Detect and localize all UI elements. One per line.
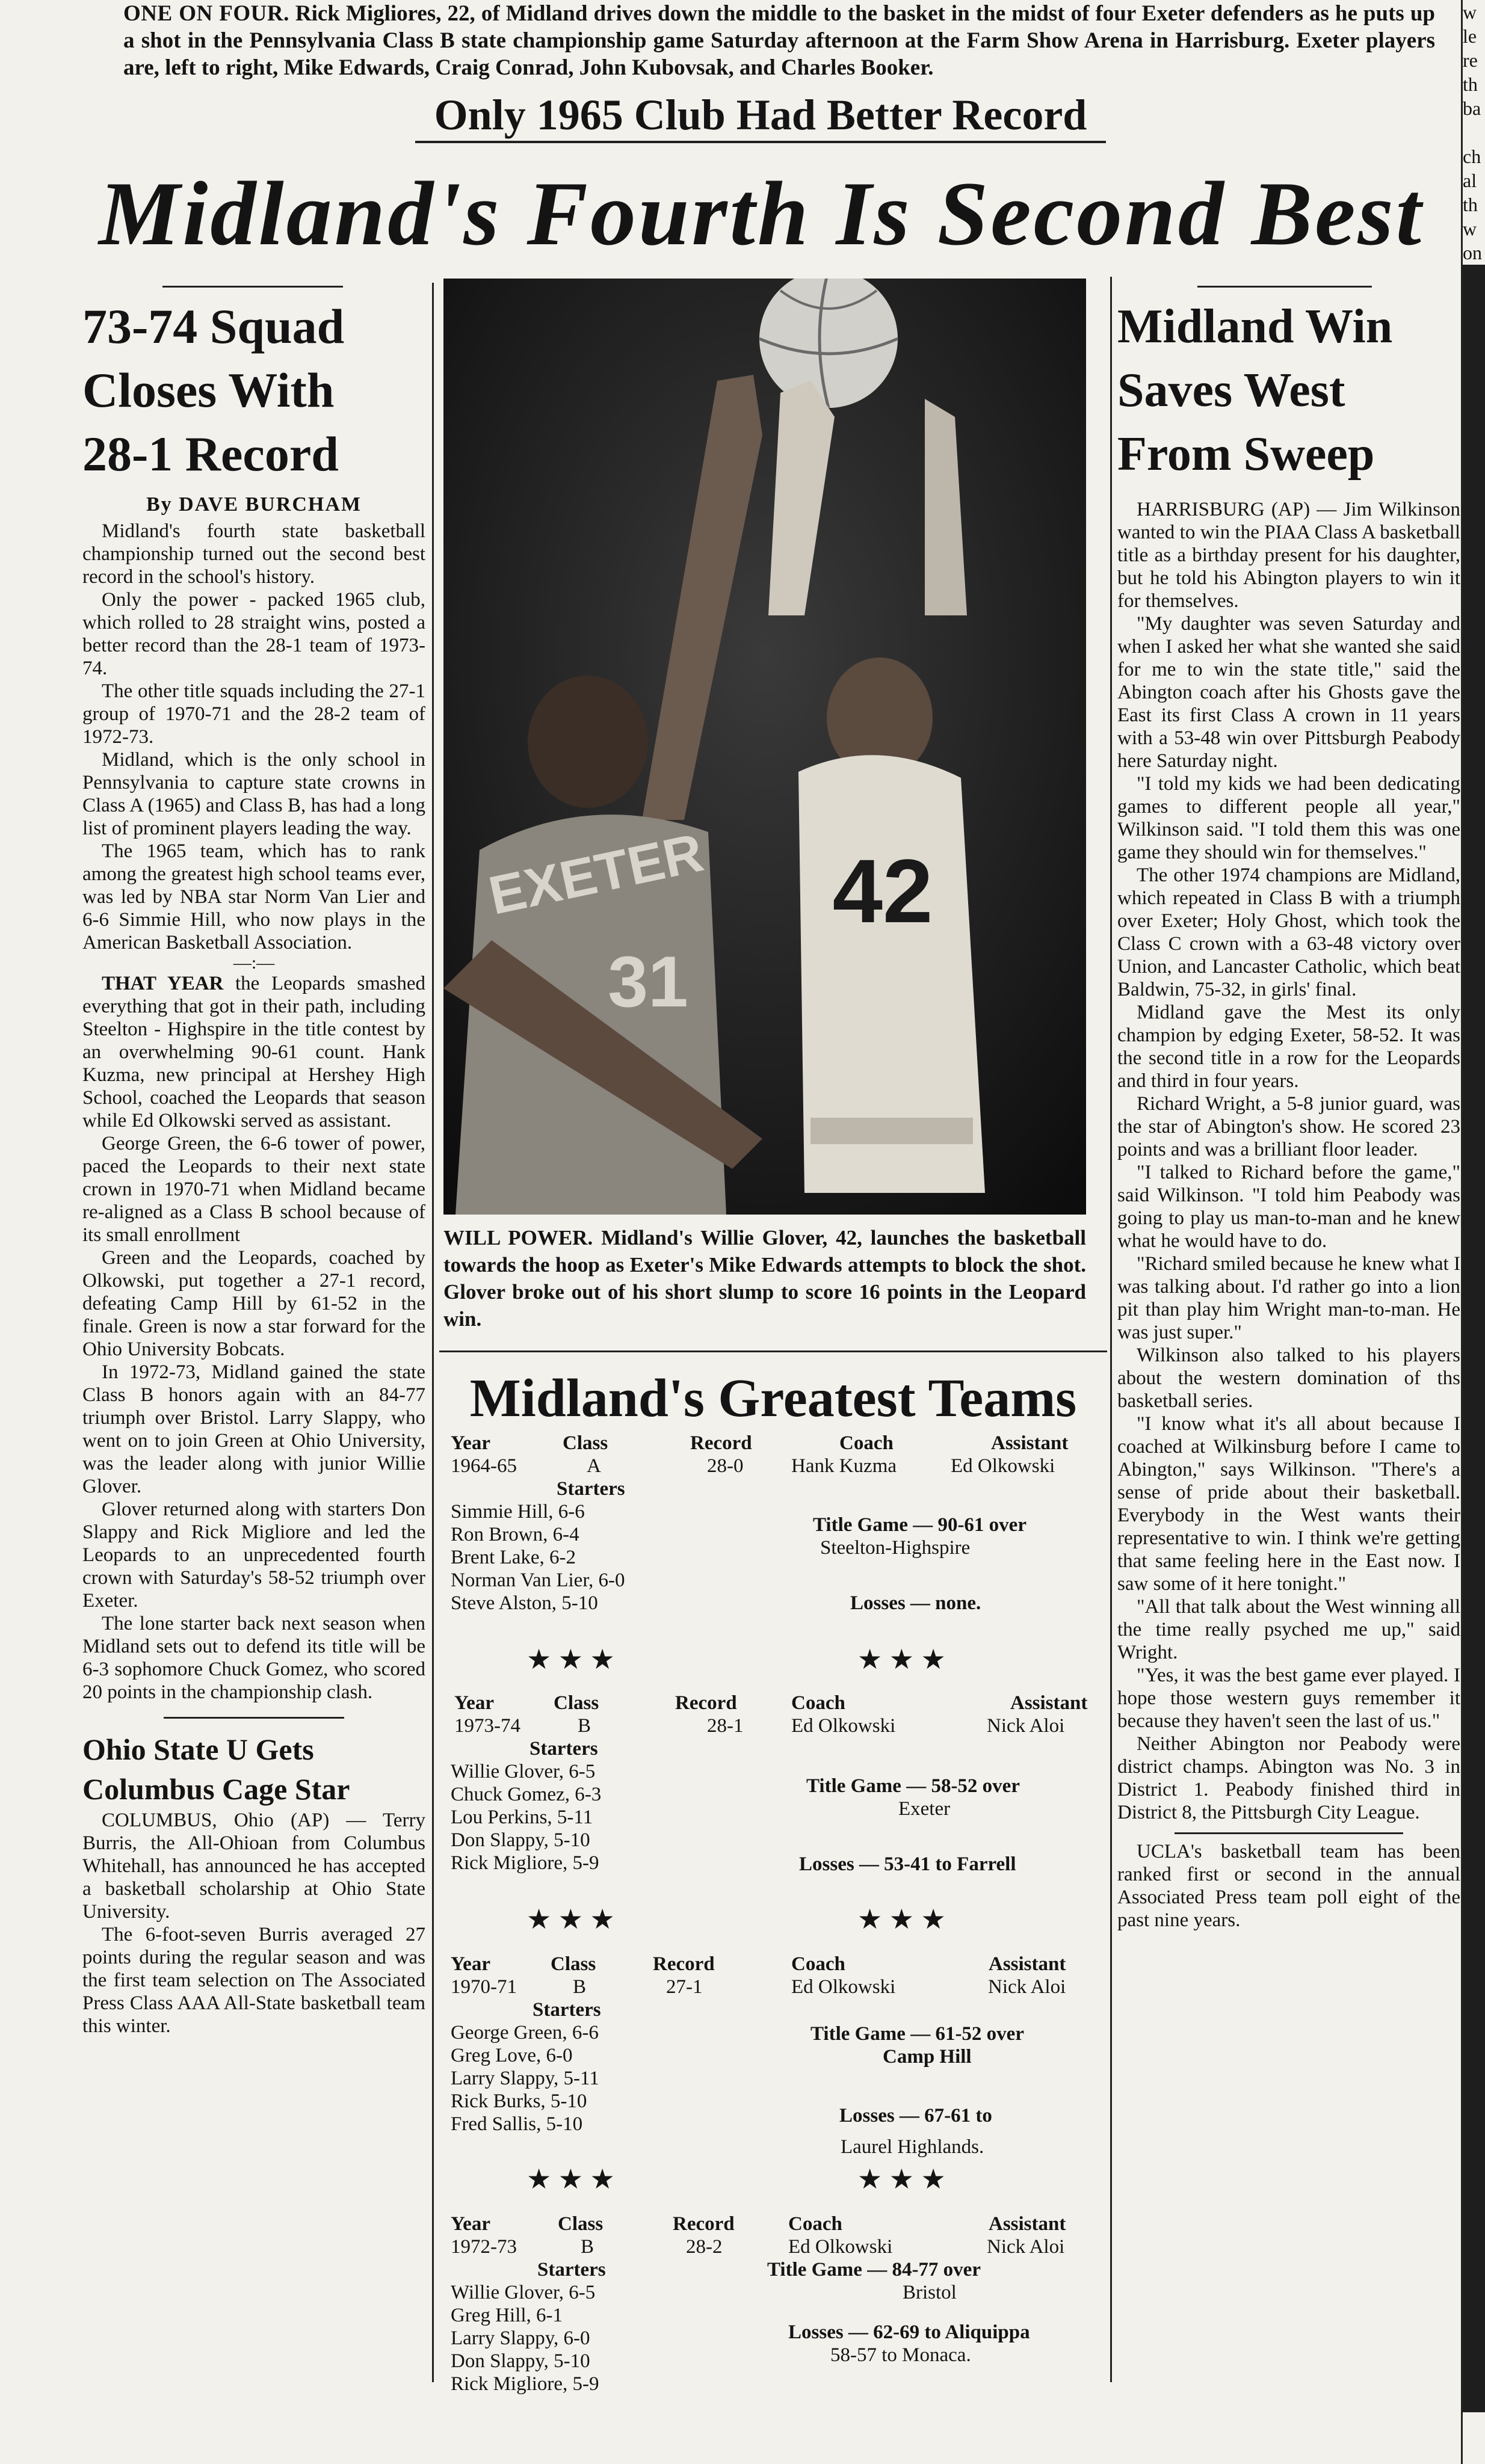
team-assistant: Ed Olkowski — [951, 1455, 1055, 1477]
label-year: Year — [451, 1953, 490, 1975]
starter: Steve Alston, 5-10 — [451, 1592, 598, 1614]
subhead-lead: THAT YEAR — [102, 973, 224, 994]
starter: Chuck Gomez, 6-3 — [451, 1784, 602, 1805]
top-photo-caption — [123, 0, 1435, 81]
team-year: 1970-71 — [451, 1976, 517, 1998]
team-assistant: Nick Aloi — [988, 1976, 1066, 1998]
photo-caption — [443, 1224, 1086, 1332]
headline-line: 28-1 Record — [82, 427, 339, 481]
byline: By DAVE BURCHAM — [146, 493, 362, 516]
top-caption-lead: ONE ON FOUR. — [123, 1, 289, 26]
paragraph: The other title squads including the 27-1 group of 1970-71 and the 28-2 team of 1972-73. — [82, 680, 425, 748]
column-rule-left — [432, 283, 434, 2382]
losses-continued: Laurel Highlands. — [841, 2136, 984, 2158]
paragraph: "Yes, it was the best game ever played. I hope those western guys remember it because they haven't seen the last of us." — [1117, 1665, 1460, 1732]
team-assistant: Nick Aloi — [987, 1715, 1065, 1737]
title-game-opponent: Steelton-Highspire — [820, 1537, 971, 1559]
paragraph: COLUMBUS, Ohio (AP) — Terry Burris, the All-Ohioan from Columbus Whitehall, has announced he has accepted a basketball scholarship at Ohio State University. — [82, 1810, 425, 1923]
basketball-photo — [443, 279, 1086, 1215]
paragraph: Wilkinson also talked to his players about the western domination of ths basketball series. — [1117, 1344, 1460, 1412]
label-coach: Coach — [788, 2213, 842, 2235]
fragment-line: re — [1463, 49, 1478, 71]
label-coach: Coach — [791, 1692, 845, 1714]
losses-continued: 58-57 to Monaca. — [830, 2344, 971, 2366]
title-game-opponent: Exeter — [898, 1798, 951, 1820]
fragment-line: ba — [1463, 97, 1481, 119]
top-caption-text: Rick Migliores, 22, of Midland drives down the middle to the basket in the midst of four Exeter defenders as he puts up a shot in the Pennsylvania Class B state championship game Saturday afternoon at the Farm Show Arena in Harrisburg. Exeter players are, left to right, Mike Edwards, Craig Conrad, John Kubovsak, and Charles Booker. — [123, 1, 1436, 80]
headline-line: Saves West — [1117, 364, 1345, 417]
title-game: Title Game — 90-61 over — [813, 1514, 1027, 1536]
ohio-headline — [82, 1729, 425, 1809]
fragment-line: le — [1463, 25, 1477, 47]
label-year: Year — [454, 1692, 494, 1714]
jersey-text-exeter: EXETER — [484, 822, 709, 926]
label-class: Class — [563, 1432, 608, 1454]
fragment-line: ch — [1463, 146, 1481, 167]
left-story — [82, 295, 425, 2037]
label-assistant: Assistant — [991, 1432, 1069, 1454]
starter: Greg Love, 6-0 — [451, 2045, 573, 2066]
paragraph: "I talked to Richard before the game," said Wilkinson. "I told him Peabody was going to play us man-to-man and he knew what he would have to do. — [1117, 1162, 1460, 1252]
greatest-teams-table — [448, 1432, 1110, 2395]
starter: Brent Lake, 6-2 — [451, 1547, 576, 1568]
starter: George Green, 6-6 — [451, 2022, 599, 2044]
starter: Rick Migliore, 5-9 — [451, 1852, 599, 1874]
paragraph: The other 1974 champions are Midland, which repeated in Class B with a triumph over Exeter; Holy Ghost, which took the Class C crown with a 63-48 victory over Union, and Lancaster Catholic, which beat Baldwin, 75-32, in girls' final. — [1117, 864, 1460, 1000]
paragraph: The 6-foot-seven Burris averaged 27 points during the regular season and was the first team selection on The Associated Press Class AAA All-State basketball team this winter. — [82, 1924, 425, 2037]
team-class: B — [573, 1976, 587, 1998]
label-starters: Starters — [533, 1999, 601, 2021]
team-year: 1972-73 — [451, 2236, 517, 2258]
right-story — [1117, 295, 1460, 1932]
paragraph: The 1965 team, which has to rank among the greatest high school teams ever, was led by NBA star Norm Van Lier and 6-6 Simmie Hill, who now plays in the American Basketball Association. — [82, 840, 425, 953]
starter: Willie Glover, 6-5 — [451, 2282, 596, 2303]
starter: Ron Brown, 6-4 — [451, 1524, 579, 1545]
title-game-opponent: Bristol — [903, 2282, 957, 2303]
starter: Lou Perkins, 5-11 — [451, 1806, 593, 1828]
fragment-line: th — [1463, 73, 1478, 95]
ohio-story-body — [82, 1809, 425, 2037]
starter: Fred Sallis, 5-10 — [451, 2113, 583, 2135]
greatest-teams-headline: Midland's Greatest Teams — [469, 1369, 1077, 1428]
headline-rule-left — [162, 286, 343, 288]
starter: Larry Slappy, 5-11 — [451, 2068, 599, 2089]
starter: Greg Hill, 6-1 — [451, 2305, 563, 2326]
story-divider — [1175, 1832, 1403, 1834]
starter: Don Slappy, 5-10 — [451, 1829, 590, 1851]
paragraph: Richard Wright, a 5-8 junior guard, was the star of Abington's show. He scored 23 points and was a brilliant floor leader. — [1117, 1093, 1460, 1160]
headline-rule-right — [1197, 286, 1372, 288]
starter: Don Slappy, 5-10 — [451, 2350, 590, 2372]
paragraph: "Richard smiled because he knew what I was talking about. I'd rather go into a lion pit than play him Wright man-to-man. He was just super." — [1117, 1253, 1460, 1343]
label-record: Record — [690, 1432, 752, 1454]
label-class: Class — [551, 1953, 596, 1975]
losses: Losses — 67-61 to — [839, 2105, 992, 2127]
photo-caption-text: Midland's Willie Glover, 42, launches the basketball towards the hoop as Exeter's Mike Edwards attempts to block the shot. Glover broke out of his short slump to score 16 points in the Leopard win. — [443, 1226, 1087, 1331]
fragment-line: w — [1463, 218, 1477, 239]
paragraph: Only the power - packed 1965 club, which rolled to 28 straight wins, posted a better record than the 28-1 team of 1973-74. — [82, 589, 425, 679]
paragraph: "My daughter was seven Saturday and when I asked her what she wanted she said for me to win the state title," said the Abington coach after his Ghosts gave the East its first Class A crown in 11 years with a 53-48 win over Pittsburgh Peabody here Saturday night. — [1117, 613, 1460, 772]
label-starters: Starters — [529, 1738, 598, 1760]
kicker-headline: Only 1965 Club Had Better Record — [415, 89, 1106, 143]
title-game: Title Game — 84-77 over — [767, 2259, 981, 2281]
headline-line: Midland Win — [1117, 300, 1393, 353]
paragraph: HARRISBURG (AP) — Jim Wilkinson wanted to win the PIAA Class A basketball title as a birthday present for his daughter, but he told his Abington players to win it for themselves. — [1117, 499, 1460, 612]
label-assistant: Assistant — [989, 2213, 1066, 2235]
paragraph: "All that talk about the West winning all the time really psyched me up," said Wright. — [1117, 1596, 1460, 1663]
fragment-line: w — [1463, 1, 1477, 23]
paragraph: The lone starter back next season when Midland sets out to defend its title will be 6-3 sophomore Chuck Gomez, who scored 20 points in the championship clash. — [82, 1613, 425, 1703]
starter: Larry Slappy, 6-0 — [451, 2327, 590, 2349]
paragraph: Midland, which is the only school in Pennsylvania to capture state crowns in Class A (1965) and Class B, has had a long list of prominent players leading the way. — [82, 749, 425, 839]
paragraph: Neither Abington nor Peabody were district champs. Abington was No. 3 in District 1. Peabody finished third in District 8, the Pittsburgh City League. — [1117, 1733, 1460, 1823]
adjacent-column-fragment — [1461, 0, 1485, 2464]
story-headline — [1117, 295, 1460, 486]
team-class: B — [581, 2236, 594, 2258]
label-starters: Starters — [557, 1478, 625, 1500]
team-assistant: Nick Aloi — [987, 2236, 1065, 2258]
story-headline — [82, 295, 425, 486]
paragraph — [82, 972, 425, 1132]
headline-line: Ohio State U Gets — [82, 1732, 314, 1766]
section-rule — [439, 1351, 1107, 1352]
team-coach: Ed Olkowski — [791, 1976, 896, 1998]
label-class: Class — [554, 1692, 599, 1714]
team-class: B — [578, 1715, 591, 1737]
photo-illustration — [443, 279, 1086, 1215]
losses: Losses — 53-41 to Farrell — [799, 1853, 1016, 1875]
paragraph: Glover returned along with starters Don Slappy and Rick Migliore and led the Leopards to an unprecedented fourth crown with Saturday's 58-52 triumph over Exeter. — [82, 1498, 425, 1612]
star-divider: ★ ★ ★ — [526, 2164, 615, 2194]
section-separator: —:— — [233, 953, 275, 973]
label-assistant: Assistant — [989, 1953, 1066, 1975]
headline-line: Columbus Cage Star — [82, 1772, 350, 1806]
label-year: Year — [451, 2213, 490, 2235]
paragraph: UCLA's basketball team has been ranked first or second in the annual Associated Press team poll eight of the past nine years. — [1117, 1841, 1460, 1931]
paragraph: George Green, the 6-6 tower of power, paced the Leopards to their next state crown in 1970-71 when Midland became re-aligned as a Class B school because of its small enrollment — [82, 1133, 425, 1246]
team-record: 28-0 — [707, 1455, 744, 1477]
label-coach: Coach — [839, 1432, 894, 1454]
title-game: Title Game — 61-52 over — [810, 2023, 1024, 2045]
paragraph: Midland's fourth state basketball championship turned out the second best record in the school's history. — [82, 520, 425, 588]
starter: Rick Migliore, 5-9 — [451, 2373, 599, 2395]
paragraph-text: the Leopards smashed everything that got in their path, including Steelton - Highspire in the title contest by an overwhelming 90-61 count. Hank Kuzma, new principal at Hershey High School, coached the Leopards that season while Ed Olkowski served as assistant. — [82, 973, 426, 1132]
losses: Losses — 62-69 to Aliquippa — [788, 2321, 1030, 2343]
starter: Willie Glover, 6-5 — [451, 1761, 596, 1782]
label-record: Record — [673, 2213, 735, 2235]
label-assistant: Assistant — [1010, 1692, 1088, 1714]
headline-line: From Sweep — [1117, 428, 1375, 481]
paragraph: In 1972-73, Midland gained the state Class B honors again with an 84-77 triumph over Bristol. Larry Slappy, who went on to join Green at Ohio University, was the leader along with junior Willie Glover. — [82, 1361, 425, 1497]
label-record: Record — [653, 1953, 715, 1975]
star-divider: ★ ★ ★ — [526, 1904, 615, 1935]
jersey-number-31: 31 — [608, 941, 688, 1022]
label-year: Year — [451, 1432, 490, 1454]
fragment-line: th — [1463, 194, 1478, 215]
team-record: 28-2 — [686, 2236, 723, 2258]
team-year: 1964-65 — [451, 1455, 517, 1477]
team-coach: Ed Olkowski — [788, 2236, 893, 2258]
main-headline: Midland's Fourth Is Second Best — [99, 163, 1424, 264]
column-rule-right — [1110, 277, 1112, 2382]
title-game: Title Game — 58-52 over — [806, 1775, 1020, 1797]
headline-line: Closes With — [82, 363, 335, 417]
star-divider: ★ ★ ★ — [857, 2164, 946, 2194]
star-divider: ★ ★ ★ — [857, 1904, 946, 1935]
team-year: 1973-74 — [454, 1715, 520, 1737]
title-game-opponent: Camp Hill — [883, 2046, 972, 2068]
team-record: 27-1 — [666, 1976, 703, 1998]
starter: Norman Van Lier, 6-0 — [451, 1569, 625, 1591]
team-coach: Hank Kuzma — [791, 1455, 897, 1477]
label-class: Class — [558, 2213, 604, 2235]
team-coach: Ed Olkowski — [791, 1715, 896, 1737]
fragment-line: al — [1463, 170, 1477, 191]
paragraph: Midland gave the Mest its only champion by edging Exeter, 58-52. It was the second title in a row for the Leopards and third in four years. — [1117, 1002, 1460, 1092]
photo-caption-lead: WILL POWER. — [443, 1226, 593, 1249]
story-body — [1117, 498, 1460, 1824]
label-coach: Coach — [791, 1953, 845, 1975]
paragraph: Green and the Leopards, coached by Olkowski, put together a 27-1 record, defeating Camp Hill by 61-52 in the finale. Green is now a star forward for the Ohio University Bobcats. — [82, 1247, 425, 1360]
label-record: Record — [675, 1692, 737, 1714]
headline-line: 73-74 Squad — [82, 299, 345, 354]
star-divider: ★ ★ ★ — [526, 1644, 615, 1675]
losses: Losses — none. — [850, 1592, 981, 1614]
fragment-line: on — [1463, 242, 1482, 263]
story-divider — [164, 1717, 344, 1719]
paragraph: "I know what it's all about because I coached at Wilkinsburg before I came to Abington," says Wilkinson. "There's a sense of pride about their basketball. Everybody in the West wants their representative to win. I think we're getting that same feeling here in the East now. I saw some of it here tonight." — [1117, 1413, 1460, 1595]
jersey-number-42: 42 — [832, 840, 933, 941]
team-record: 28-1 — [707, 1715, 744, 1737]
label-starters: Starters — [537, 2259, 606, 2281]
star-divider: ★ ★ ★ — [857, 1644, 946, 1675]
starter: Simmie Hill, 6-6 — [451, 1501, 585, 1523]
closing-note — [1117, 1840, 1460, 1932]
dark-ad-block — [1463, 265, 1485, 2412]
starter: Rick Burks, 5-10 — [451, 2090, 587, 2112]
story-body — [82, 520, 425, 1704]
team-class: A — [587, 1455, 601, 1477]
paragraph: "I told my kids we had been dedicating games to different people all year," Wilkinson said. "I told them this was one game they should win for themselves." — [1117, 773, 1460, 863]
